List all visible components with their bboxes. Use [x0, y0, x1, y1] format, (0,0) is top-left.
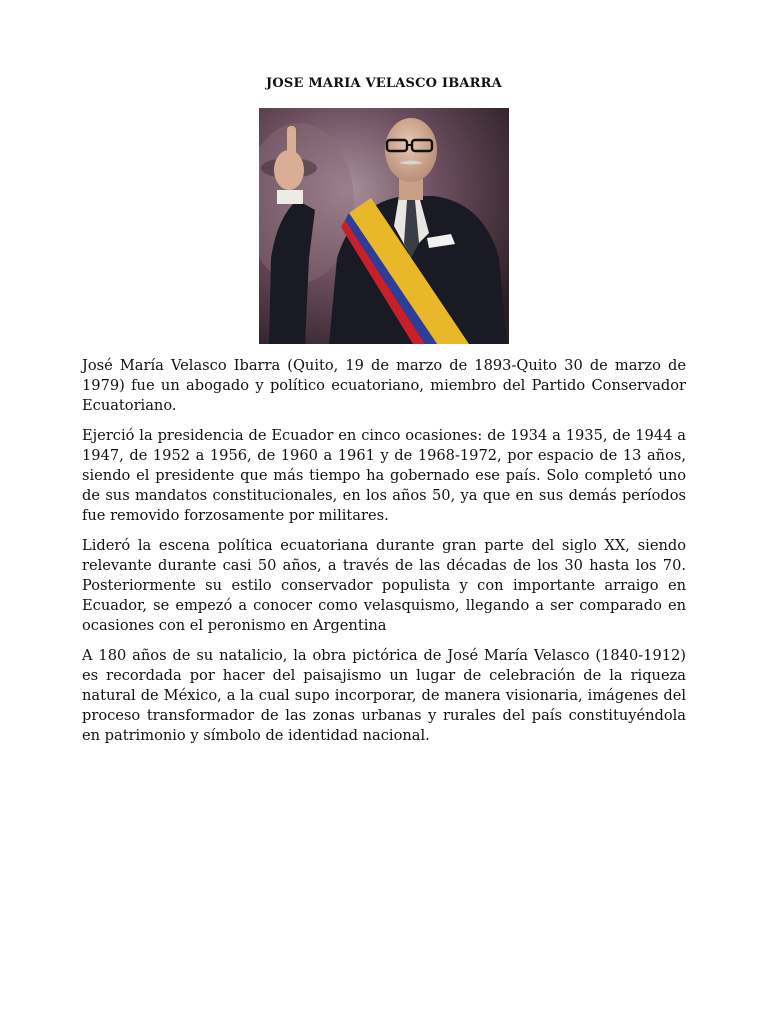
body-text	[82, 356, 686, 756]
portrait-image	[259, 108, 509, 344]
paragraph-3: Lideró la escena política ecuatoriana durante gran parte del siglo XX, siendo relevante durante casi 50 años, a través de las décadas de los 30 hasta los 70. Posteriormente su estilo conservador populista y con importante arraigo en Ecuador, se empezó a conocer como velasquismo, llegando a ser comparado en ocasiones con el peronismo en Argentina	[82, 537, 686, 634]
page-title: JOSE MARIA VELASCO IBARRA	[266, 76, 502, 91]
paragraph-4: A 180 años de su natalicio, la obra pictórica de José María Velasco (1840-1912) es recordada por hacer del paisajismo un lugar de celebración de la riqueza natural de México, a la cual supo incorporar, de manera visionaria, imágenes del proceso transformador de las zonas urbanas y rurales del país constituyéndola en patrimonio y símbolo de identidad nacional.	[82, 647, 686, 744]
paragraph-1: José María Velasco Ibarra (Quito, 19 de marzo de 1893-Quito 30 de marzo de 1979) fue un abogado y político ecuatoriano, miembro del Partido Conservador Ecuatoriano.	[82, 357, 686, 414]
paragraph-2: Ejerció la presidencia de Ecuador en cinco ocasiones: de 1934 a 1935, de 1944 a 1947, de 1952 a 1956, de 1960 a 1961 y de 1968-1972, por espacio de 13 años, siendo el presidente que más tiempo ha gobernado ese país. Solo completó uno de sus mandatos constitucionales, en los años 50, ya que en sus demás períodos fue removido forzosamente por militares.	[82, 427, 686, 524]
